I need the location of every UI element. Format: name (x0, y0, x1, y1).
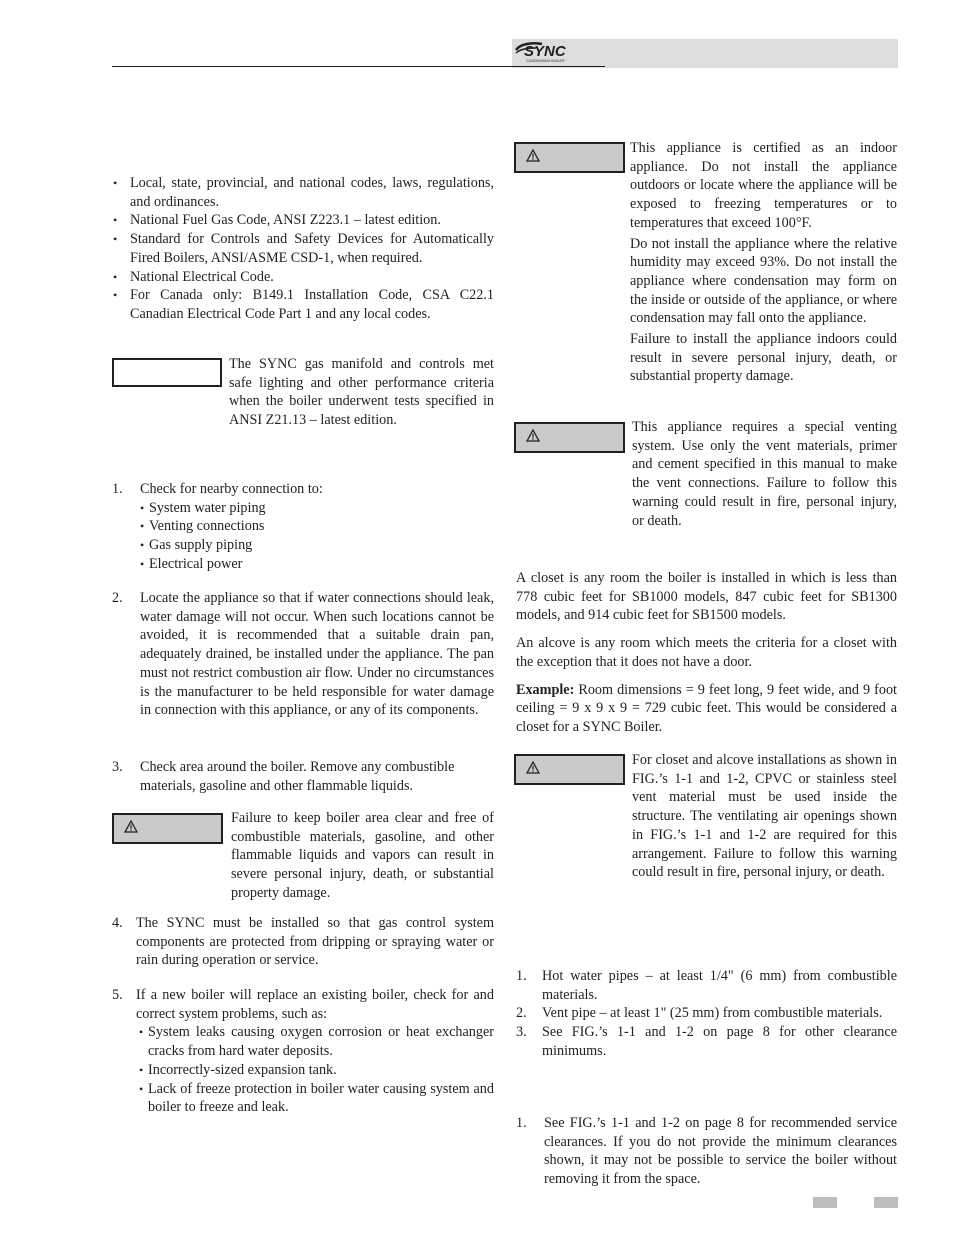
logo-text: SYNC (524, 43, 566, 60)
warning-box (514, 754, 625, 785)
code-item: • National Fuel Gas Code, ANSI Z223.1 – latest edition. (112, 211, 494, 230)
item-text: See FIG.’s 1-1 and 1-2 on page 8 for other clearance minimums. (542, 1024, 897, 1059)
item-number: 3. (516, 1024, 527, 1041)
item-number: 1. (516, 968, 527, 984)
list-item: • Electrical power (140, 555, 494, 574)
step-text: The SYNC must be installed so that gas control system components are protected from dripping or spraying water or rain during operation or service. (136, 915, 494, 969)
example-text (516, 681, 897, 737)
item-text: Vent pipe – at least 1" (25 mm) from combustible materials. (542, 1005, 883, 1022)
header-rule (112, 66, 605, 67)
step-text: Locate the appliance so that if water connections should leak, water damage will not occur. When such locations cannot be avoided, it is recommended that a suitable drain pan, adequately drained, be installed under the appliance. The pan must not restrict combustion air flow. Under no circumstances is the manufacturer to be held responsible for water damage in connection with this appliance, or any of its components. (140, 590, 494, 719)
codes-list (112, 174, 494, 324)
warning-box (514, 422, 625, 453)
item-number: 1. (516, 1115, 527, 1131)
step-text: Check area around the boiler. Remove any combustible materials, gasoline and other flammable liquids. (140, 759, 455, 794)
item-text: Hot water pipes – at least 1/4" (6 mm) from combustible materials. (542, 968, 897, 1003)
step-4 (112, 914, 494, 970)
clearance-item (516, 1023, 897, 1060)
list-item: • System leaks causing oxygen corrosion or heat exchanger cracks from hard water deposits. (139, 1023, 494, 1060)
service-clearance (516, 1114, 897, 1189)
list-item: • Venting connections (140, 517, 494, 536)
step-number: 5. (112, 987, 123, 1003)
step-number: 3. (112, 759, 123, 775)
warning-paragraph: Do not install the appliance where the relative humidity may exceed 93%. Do not install the appliance where condensation may form on the inside or outside of the appliance, or where condensation may fall onto the appliance. (630, 235, 897, 327)
step-3 (112, 758, 494, 795)
step-number: 1. (112, 481, 123, 497)
closet-text: A closet is any room the boiler is installed in which is less than 778 cubic feet for SB1000 models, 847 cubic feet for SB1300 models, and 914 cubic feet for SB1500 models. (516, 570, 897, 624)
alcove-text: An alcove is any room which meets the criteria for a closet with the exception that it does not have a door. (516, 635, 897, 670)
warning-paragraph: This appliance is certified as an indoor appliance. Do not install the appliance outdoors or locate where the appliance will be exposed to freezing temperatures or to temperatures that exceed 100°F. (630, 140, 897, 231)
step-text: If a new boiler will replace an existing boiler, check for and correct system problems, such as: (136, 987, 494, 1022)
warning-box (112, 813, 223, 844)
step-2 (112, 589, 494, 720)
step-1 (112, 480, 494, 574)
warning-text: Failure to keep boiler area clear and free of combustible materials, gasoline, and other flammable liquids and vapors can result in severe personal injury, death, or substantial property damage. (231, 810, 494, 901)
warning-triangle-icon (526, 429, 540, 442)
list-item: • Gas supply piping (140, 536, 494, 555)
clearance-item (516, 967, 897, 1004)
warning-triangle-icon (526, 149, 540, 162)
warning-paragraph: Failure to install the appliance indoors could result in severe personal injury, death, or substantial property damage. (630, 331, 897, 385)
notice-text: The SYNC gas manifold and controls met safe lighting and other performance criteria when the boiler underwent tests specified in ANSI Z21.13 – latest edition. (229, 356, 494, 429)
code-item: • National Electrical Code. (112, 268, 494, 287)
clearance-item (516, 1004, 897, 1023)
item-text: See FIG.’s 1-1 and 1-2 on page 8 for recommended service clearances. If you do not provide the minimum clearances shown, it may not be possible to service the boiler without removing it from the space. (544, 1115, 897, 1188)
warning-3-text: For closet and alcove installations as shown in FIG.’s 1-1 and 1-2, CPVC or stainless steel vent material must be used inside the structure. The ventilating air openings shown in FIG.’s 1-1 and 1-2 are required for this arrangement. Failure to follow this warning could result in fire, personal injury, or death. (632, 752, 897, 881)
step-5 (112, 986, 494, 1117)
step-number: 2. (112, 590, 123, 606)
step-number: 4. (112, 915, 123, 931)
example-label: Example: (516, 681, 575, 698)
warning-box (514, 142, 625, 173)
footer-tab-right (874, 1197, 898, 1208)
step-text: Check for nearby connection to: (140, 481, 323, 497)
notice-label-box (112, 358, 222, 387)
warning-triangle-icon (526, 761, 540, 774)
code-item: • Standard for Controls and Safety Devices for Automatically Fired Boilers, ANSI/ASME CSD-1, when required. (112, 230, 494, 267)
item-number: 2. (516, 1005, 527, 1022)
warning-2-text: This appliance requires a special venting system. Use only the vent materials, primer and cement specified in this manual to make the vent connections. Failure to follow this warning could result in fire, personal injury, or death. (632, 419, 897, 529)
logo-subtext: CONDENSING BOILER (526, 59, 565, 63)
code-item: • For Canada only: B149.1 Installation Code, CSA C22.1 Canadian Electrical Code Part 1 and any local codes. (112, 286, 494, 323)
closet-definitions (516, 569, 897, 737)
sync-logo (514, 40, 584, 64)
warning-1-text (630, 139, 897, 386)
list-item: • Lack of freeze protection in boiler water causing system and boiler to freeze and leak. (139, 1080, 494, 1117)
list-item: • System water piping (140, 499, 494, 518)
warning-triangle-icon (124, 820, 138, 833)
example-body: Room dimensions = 9 feet long, 9 feet wide, and 9 foot ceiling = 9 x 9 x 9 = 729 cubic feet. This would be considered a closet for a SYNC Boiler. (516, 681, 897, 735)
footer-tab-left (813, 1197, 837, 1208)
clearance-list (516, 967, 897, 1061)
code-item: • Local, state, provincial, and national codes, laws, regulations, and ordinances. (112, 174, 494, 211)
list-item: • Incorrectly-sized expansion tank. (139, 1061, 494, 1080)
